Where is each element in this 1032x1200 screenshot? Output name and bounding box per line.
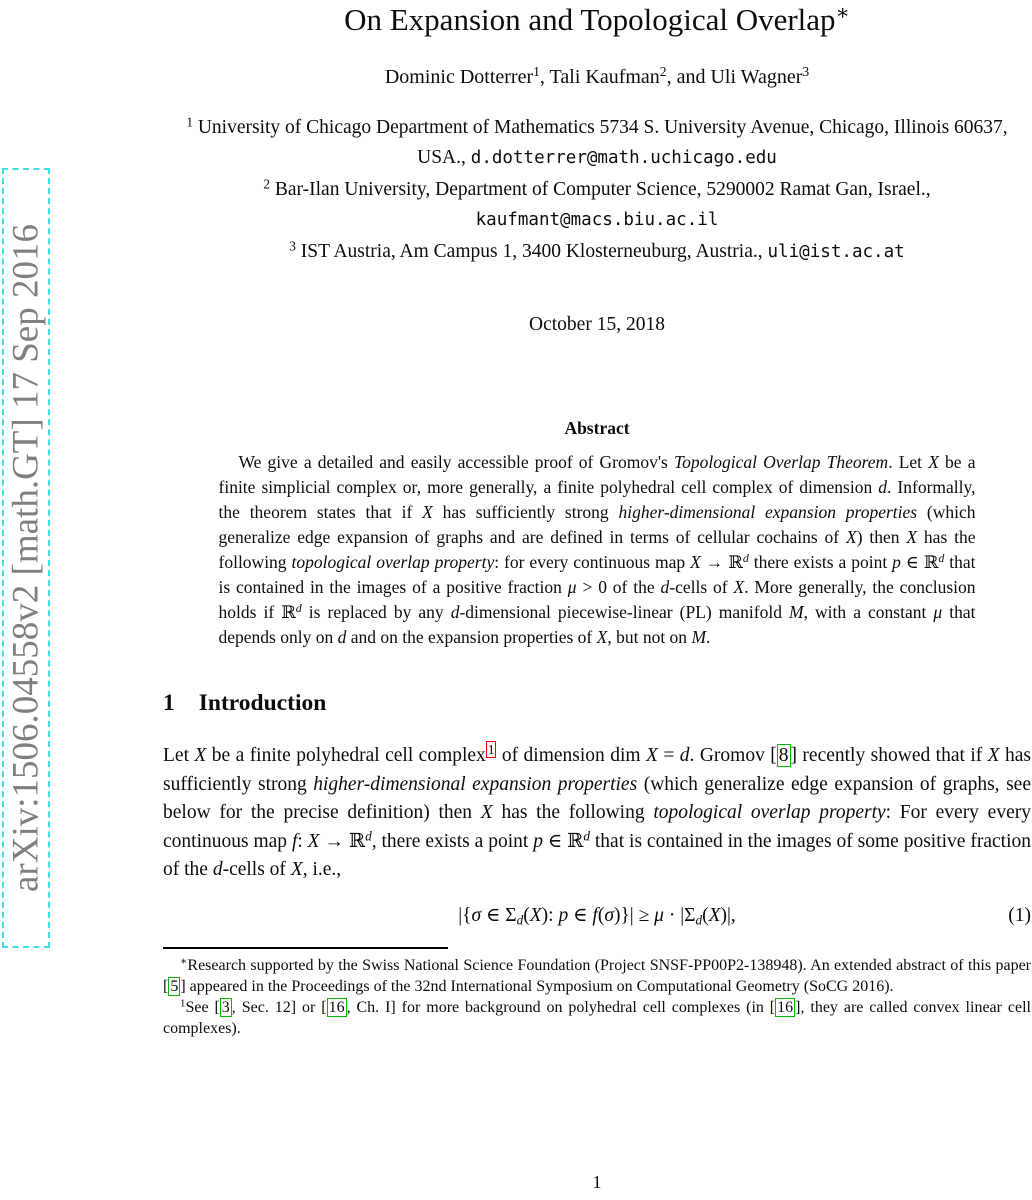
text-run: X [987, 745, 1000, 766]
citation-link[interactable]: 16 [777, 998, 794, 1016]
text-run: has the following [492, 802, 654, 823]
text-run: σ [471, 904, 482, 926]
text-run: and on the expansion properties of [346, 627, 597, 647]
text-run: d [295, 601, 302, 616]
text-run: p [892, 552, 901, 572]
text-run: d [742, 551, 749, 566]
text-run: ( [597, 904, 605, 926]
text-run: f [291, 830, 298, 852]
text-run: -cells of [669, 577, 734, 597]
text-run: Dominic Dotterrer [384, 66, 534, 88]
text-run: M [691, 627, 707, 647]
text-run: 1 [180, 997, 186, 1010]
text-run: X [307, 830, 320, 852]
text-run: X [690, 552, 701, 572]
text-run: ): [541, 904, 559, 926]
text-run: that depends only on [218, 602, 976, 647]
text-run: Research supported by the Swiss National Science Foundation (Project SNSF-PP00P2-138948). An extended abstract of this paper [ [163, 956, 1031, 995]
text-run: d [878, 477, 888, 497]
text-run: X [194, 745, 207, 766]
text-run: X [480, 802, 493, 823]
text-run: ], they are called convex linear cell complexes). [163, 998, 1031, 1037]
text-run: ∈ Σ [481, 904, 517, 926]
footnote-star [163, 955, 1031, 997]
text-run: d [337, 627, 347, 647]
text-run: has sufficiently strong [163, 745, 1032, 795]
text-run: -cells of [222, 859, 291, 880]
text-run: there exists a point [748, 552, 893, 572]
text-run: ( [702, 904, 709, 926]
text-run: , and Uli Wagner [666, 66, 803, 88]
footnote-1 [163, 997, 1031, 1039]
text-run: See [ [185, 998, 220, 1016]
text-run: topological overlap property [653, 802, 886, 823]
text-run: : [297, 830, 308, 852]
text-run: topological overlap property [291, 552, 495, 572]
email-text: uli@ist.ac.at [767, 242, 905, 262]
text-run: higher-dimensional expansion properties [618, 502, 918, 522]
text-run: be a finite polyhedral cell complex [206, 745, 486, 766]
intro-paragraph [163, 742, 1031, 885]
text-run: has sufficiently strong [432, 502, 619, 522]
text-run: d [695, 911, 703, 927]
text-run: , Tali Kaufman [539, 66, 660, 88]
text-run: that is contained in the images of some positive fraction of the [163, 830, 1031, 880]
text-run: We give a detailed and easily accessible proof of Gromov's [238, 452, 674, 472]
text-run: σ [604, 904, 614, 926]
text-run: higher-dimensional expansion properties [313, 773, 638, 795]
text-run: (which generalize edge expansion of graphs and are defined in terms of cellular cochains of [218, 502, 976, 547]
text-run: X [596, 627, 608, 647]
abstract-text [219, 450, 976, 650]
text-run: ) then [856, 527, 907, 547]
text-run: 1 [533, 64, 540, 80]
citation-link[interactable]: 5 [170, 977, 179, 995]
text-run: 2 [659, 64, 667, 80]
text-run: d [938, 551, 945, 566]
text-run: )|, [720, 904, 736, 926]
affiliation-1 [163, 113, 1031, 173]
text-run: that is contained in the images of a positive fraction [218, 552, 976, 597]
text-run: d [450, 602, 460, 622]
text-run: : for every continuous map [494, 552, 691, 572]
text-run: · |Σ [663, 904, 696, 926]
text-run: X [645, 745, 658, 766]
text-run: μ [654, 904, 664, 926]
text-run: |{ [458, 904, 472, 926]
text-run: p [558, 904, 569, 926]
section-number: 1 [163, 690, 175, 716]
equation-body [458, 905, 736, 926]
text-run: → ℝ [700, 552, 743, 572]
arxiv-watermark-text: arXiv:1506.04558v2 [math.GT] 17 Sep 2016 [5, 224, 47, 892]
text-run: . Informally, the theorem states that if [218, 477, 976, 522]
date-line: October 15, 2018 [529, 314, 665, 335]
paper-content [163, 0, 1031, 1039]
text-run: , Sec. 12] or [ [231, 998, 327, 1016]
text-run: d [583, 827, 590, 843]
text-run: : For every every continuous map [163, 802, 1031, 852]
text-run: Bar-Ilan University, Department of Computer Science, 5290002 Ramat Gan, Israel., [270, 179, 931, 200]
text-run: Topological Overlap Theorem [673, 452, 889, 472]
text-run: , i.e., [302, 859, 342, 880]
text-run: X [708, 904, 721, 926]
text-run: . Gromov [ [689, 745, 777, 766]
text-run: . [706, 627, 711, 647]
citation-link[interactable]: 16 [328, 998, 345, 1016]
text-run: (which generalize edge expansion of graphs, see below for the precise definition) then [163, 773, 1031, 823]
text-run: is replaced by any [301, 602, 451, 622]
text-run: d [365, 827, 372, 843]
text-run: X [906, 527, 918, 547]
footnote-rule [163, 947, 448, 949]
text-run: X [733, 577, 745, 597]
text-run: X [422, 502, 433, 522]
text-run: > 0 of the [576, 577, 661, 597]
text-run: 3 [289, 238, 296, 254]
text-run: IST Austria, Am Campus 1, 3400 Klosterneuburg, Austria., [295, 241, 768, 262]
text-run: X [529, 904, 542, 926]
text-run: be a finite simplicial complex or, more generally, a finite polyhedral cell complex of dimension [218, 452, 976, 497]
text-run: μ [567, 577, 577, 597]
affiliations [163, 113, 1031, 269]
text-run: X [928, 452, 939, 472]
text-run: d [679, 745, 690, 766]
page-number: 1 [592, 1172, 602, 1192]
text-run: d [516, 911, 524, 927]
section-title: Introduction [198, 690, 327, 716]
text-run: f [592, 904, 598, 926]
text-run: M [789, 602, 804, 622]
arxiv-watermark [2, 168, 50, 948]
text-run: . Let [888, 452, 929, 472]
text-run: -dimensional piecewise-linear (PL) manifold [459, 602, 790, 622]
equation-tag: (1) [1008, 904, 1031, 926]
equation-1 [163, 903, 1031, 927]
text-run: d [212, 859, 223, 880]
text-run: → ℝ [319, 830, 366, 852]
text-run: ∈ ℝ [900, 552, 939, 572]
paper-title [163, 2, 1031, 38]
text-run: = [657, 745, 680, 766]
text-run: . More generally, the conclusion holds if ℝ [218, 577, 976, 622]
authors-line [163, 66, 1031, 89]
footnote-link[interactable]: 1 [487, 742, 495, 758]
text-run: ∗ [835, 0, 850, 25]
email-text: kaufmant@macs.biu.ac.il [475, 210, 719, 230]
affiliation-3 [163, 237, 1031, 267]
text-run: d [660, 577, 670, 597]
text-run: ∈ ℝ [542, 830, 584, 852]
text-run: of dimension dim [496, 745, 646, 766]
footnotes [163, 955, 1031, 1039]
text-run: μ [933, 602, 943, 622]
text-run: Let [163, 745, 195, 766]
abstract-heading: Abstract [564, 418, 630, 438]
text-run: 2 [263, 176, 270, 192]
section-1-heading [163, 690, 1031, 717]
citation-link[interactable]: 3 [221, 998, 230, 1016]
text-run: X [846, 527, 857, 547]
text-run: On Expansion and Topological Overlap [344, 2, 836, 37]
email-text: d.dotterrer@math.uchicago.edu [470, 148, 777, 168]
text-run: )}| ≥ [613, 904, 655, 926]
text-run: University of Chicago Department of Mathematics 5734 S. University Avenue, Chicago, Illinois 60637, USA., [192, 117, 1008, 168]
text-run: p [533, 830, 543, 852]
text-run: , with a constant [803, 602, 934, 622]
text-run: 1 [186, 114, 193, 130]
citation-link[interactable]: 8 [778, 745, 789, 766]
text-run: , but not on [607, 627, 692, 647]
text-run: ( [523, 904, 530, 926]
text-run: ∈ [568, 904, 593, 926]
text-run: X [290, 859, 303, 880]
abstract-block [219, 418, 976, 650]
text-run: ] recently showed that if [790, 745, 988, 766]
text-run: ] appeared in the Proceedings of the 32nd International Symposium on Computational Geometry (SoCG 2016). [180, 977, 894, 995]
text-run: ∗ [180, 955, 188, 968]
text-run: 3 [802, 64, 810, 80]
text-run: , Ch. I] for more background on polyhedral cell complexes (in [ [346, 998, 776, 1016]
text-run: , there exists a point [371, 830, 534, 852]
affiliation-2 [163, 175, 1031, 235]
text-run: has the following [218, 527, 976, 572]
